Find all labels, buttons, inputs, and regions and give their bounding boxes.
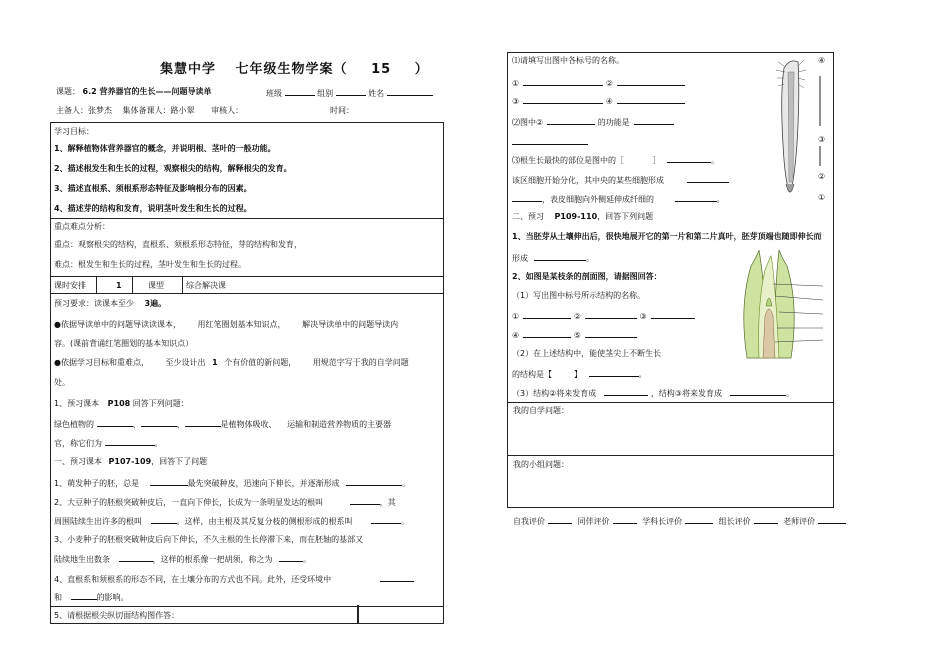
key-points: 重点：观察根尖的结构，直根系、须根系形态特征，芽的结构和发育， <box>54 240 302 249</box>
objective-item: 4、描述芽的结构和发育，说明茎叶发生和生长的过程。 <box>54 204 252 213</box>
preview-bullet-2: ●依据学习目标和重难点， 至少设计出 1 个有价值的新问题， 用规范字写于我的自学问题 <box>54 358 409 367</box>
objective-item: 3、描述直根系、须根系形态特征及影响根分布的因素。 <box>54 184 252 193</box>
question-organs: 绿色植物的 、 、 是植物体吸收、 运输和制造营养物质的主要器 <box>54 420 392 429</box>
question-21: 1、当胚芽从土壤伸出后，很快地展开它的第一片和第二片真叶，胚芽顶端也随即伸长而 <box>512 232 822 241</box>
question-22: 2、如图是某枝条的剖面图，请据图回答： <box>512 272 662 281</box>
preparer-line: 主备人：张梦杰 集体备课人：路小翠 审核人： <box>56 106 244 115</box>
evaluation-row: 自我评价 同伴评价 学科长评价 组长评价 老师评价 <box>513 515 849 527</box>
hours-label: 课时安排 <box>54 281 86 290</box>
hours-value: 1 <box>116 281 122 290</box>
class-field: 班级 组别 姓名 <box>266 87 433 99</box>
type-value: 综合解决课 <box>186 281 226 290</box>
question-4b: 和 的影响。 <box>54 593 129 602</box>
question-3b: 陆续地生出数条 ，这样的根系像一把胡须，称之为 。 <box>54 555 312 564</box>
question-5: 5、请根据根尖纵切面结构图作答： <box>54 611 180 620</box>
question-2: 2、大豆种子的胚根突破种皮后，一直向下伸长，长成为一条明显发达的根叫 ，其 <box>54 498 396 507</box>
figure-label: ② <box>818 172 826 181</box>
preview-bullet-1: ●依据导读单中的问题导读读课本， 用红笔圈划基本知识点， 解决导读单中的问题导读内 <box>54 320 399 329</box>
page-title: 集慧中学 七年级生物学案（ 15 ） <box>160 62 429 77</box>
question-2b: 周围陆续生出许多的根叫 。这样，由主根及其反复分枝的侧根形成的根系叫 。 <box>54 517 410 526</box>
label-row-2: ③ ④ <box>512 95 685 107</box>
question-function: ⑵图中② 的功能是 <box>512 116 674 128</box>
group-questions-label: 我的小组问题： <box>513 460 569 469</box>
question-22a: （1）写出图中标号所示结构的名称。 <box>512 291 646 300</box>
objectives-heading: 学习目标： <box>54 127 94 136</box>
self-study-questions-label: 我的自学问题： <box>513 406 569 415</box>
lesson-number: 15 <box>371 62 392 77</box>
question-1: 1、萌发种子的胚，总是 最先突破种皮，迅速向下伸长，并逐渐形成 。 <box>54 479 411 488</box>
study-table <box>50 122 444 624</box>
type-label: 课型 <box>148 281 164 290</box>
section-one-heading: 一、预习课本 P107-109，回答下了问题 <box>54 457 208 466</box>
preview-requirement: 预习要求：读课本至少 3遍。 <box>54 299 167 308</box>
fill-labels-instruction: ⑴请填写出图中各标号的名称。 <box>512 56 624 65</box>
branch-section-figure <box>735 246 827 364</box>
blank-line <box>512 136 588 145</box>
difficult-points: 难点：根发生和生长的过程，茎叶发生和生长的过程。 <box>54 260 246 269</box>
keypoints-heading: 重点难点分析： <box>54 222 110 231</box>
time-label: 时间： <box>330 106 354 115</box>
preview-p108: 1、预习课本 P108 回答下列问题： <box>54 399 189 408</box>
question-organs-b: 官，称它们为 。 <box>54 439 163 448</box>
question-22b: （2）在上述结构中，能使茎尖上不断生长 <box>512 349 662 358</box>
objective-item: 2、描述根发生和生长的过程，观察根尖的结构，解释根尖的发育。 <box>54 164 292 173</box>
question-differentiation: 该区细胞开始分化，其中央的某些细胞形成 <box>512 174 729 186</box>
question-fastest-zone: ⑶根生长最快的部位是图中的［ ］ 。 <box>512 156 720 165</box>
branch-label-row-2: ④ ⑤ <box>512 329 637 341</box>
branch-label-row-1: ① ② ③ <box>512 310 695 322</box>
question-22c: 的结构是【 】 。 <box>512 370 647 379</box>
text-cursor-mark <box>357 605 359 624</box>
question-3: 3、小麦种子的胚根突破种皮后向下伸长，不久主根的生长停滞下来，而在胚轴的基部又 <box>54 535 364 544</box>
figure-label: ① <box>818 193 826 202</box>
question-root-hair: ，表皮细胞向外侧延伸成纤细的 。 <box>512 193 725 205</box>
figure-label: ③ <box>818 135 826 144</box>
figure-label: ④ <box>818 56 826 65</box>
objective-item: 1、解释植物体营养器官的概念，并说明根、茎叶的一般功能。 <box>54 144 276 153</box>
question-22d: （3）结构②将来发育成 ，结构③将来发育成 。 <box>512 389 794 398</box>
preview-bullet-2b: 处。 <box>54 378 70 387</box>
topic-line: 课题： 6.2 营养器官的生长——问题导读单 <box>56 87 212 96</box>
section-two-heading: 二、预习 P109-110，回答下列问题 <box>512 212 654 221</box>
label-row-1: ① ② <box>512 77 685 89</box>
preview-bullet-1b: 容。(课前背诵红笔圈划的基本知识点） <box>54 339 194 348</box>
question-21b: 形成 。 <box>512 254 594 263</box>
question-4: 4、直根系和须根系的形态不同，在土壤分布的方式也不同。此外，还受环境中 <box>54 573 414 585</box>
